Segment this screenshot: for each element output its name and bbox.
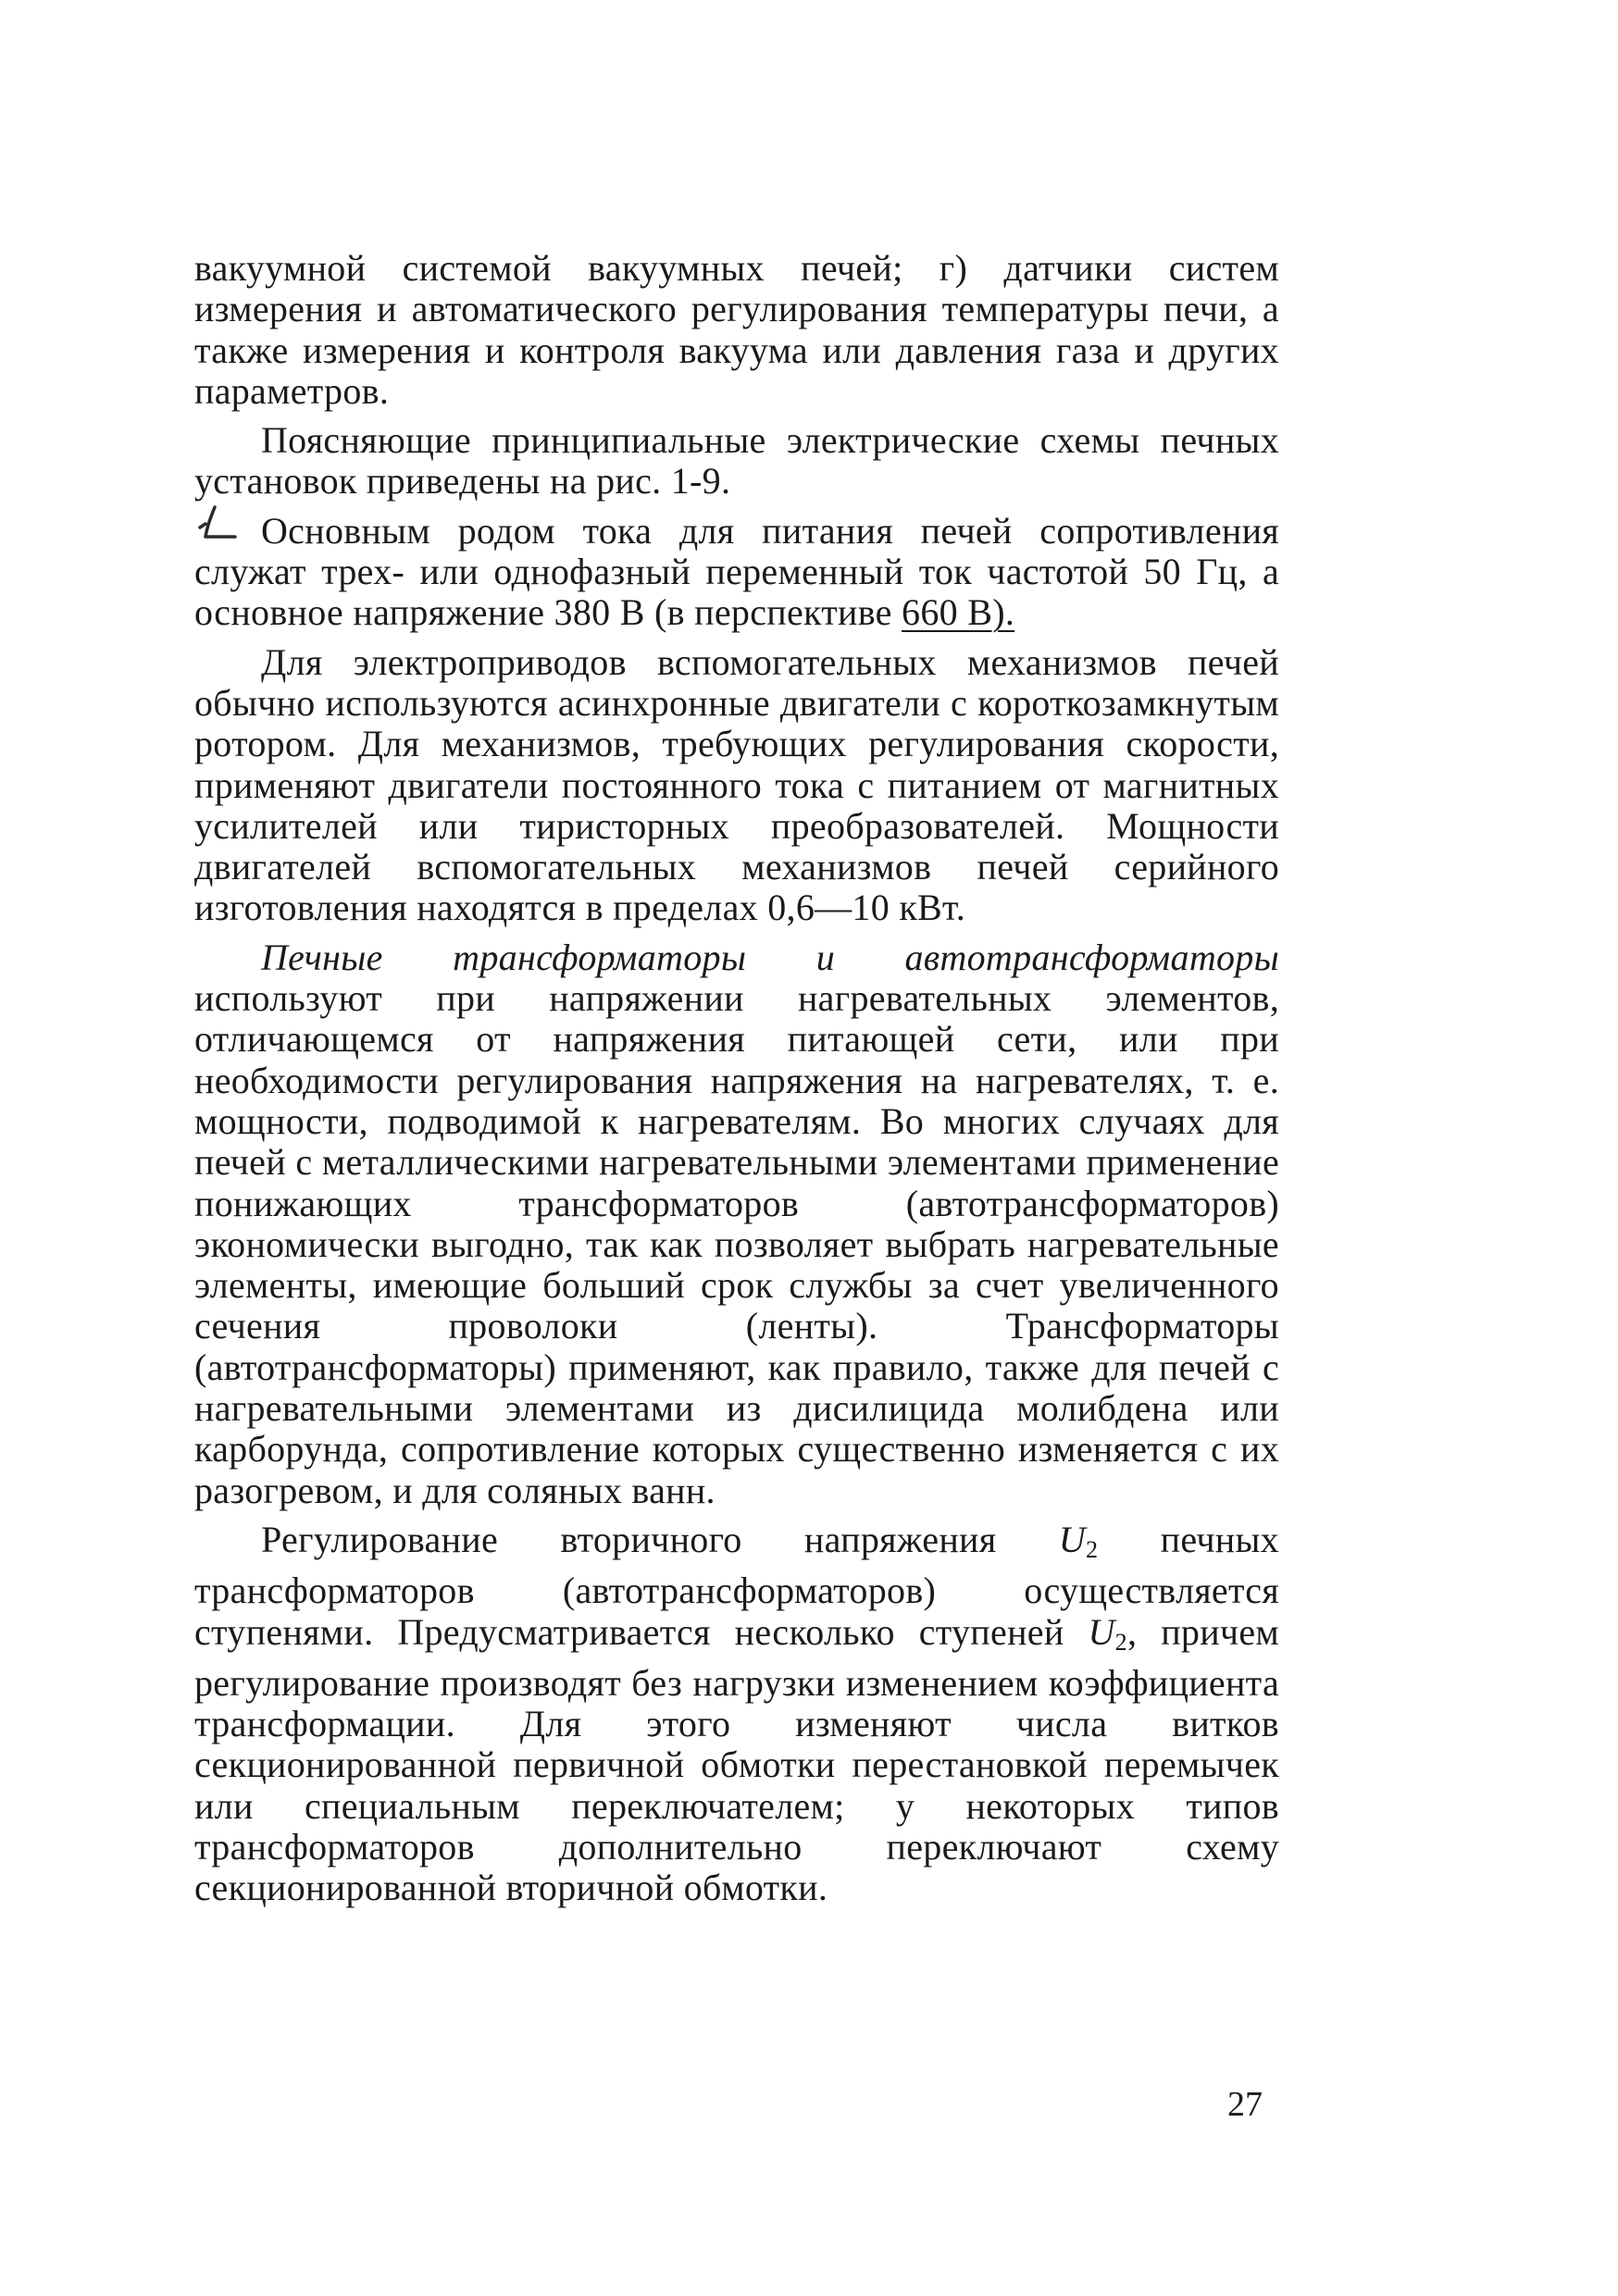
handwritten-margin-mark-icon [194,500,250,546]
paragraph-2 [194,420,1279,503]
text-segment: Печные трансформаторы и автотрансформаторы [261,936,1279,978]
paragraph-4 [194,642,1279,929]
text-segment: вакуумной системой вакуумных печей; г) датчики систем измерения и автоматического регулирования температуры печи, а также измерения и контроля вакуума или давления газа и других параметров. [194,247,1279,412]
body-text [194,248,1279,1917]
text-segment: Регулирование вторичного напряжения [261,1518,1059,1560]
text-segment: Основным родом тока для питания печей сопротивления служат трех- или однофазный переменный ток частотой 50 Гц, а основное напряжение 380 В (в перспективе [194,509,1279,634]
text-segment: 2 [1085,1535,1099,1563]
text-segment: , причем регулирование производят без нагрузки изменением коэффициента трансформации. Для этого изменяют числа витков секционированной первичной обмотки перестановкой перемычек или специальным переключателем; у некоторых типов трансформаторов дополнительно переключают схему секционированной вторичной обмотки. [194,1610,1279,1909]
text-segment: печных трансформаторов (автотрансформаторов) осуществляется ступенями. Предусматривается несколько ступеней [194,1518,1279,1653]
paragraph-6 [194,1520,1279,1909]
text-segment: U [1058,1518,1086,1560]
text-segment: Для электроприводов вспомогательных механизмов печей обычно используются асинхронные двигатели с короткозамкнутым ротором. Для механизмов, требующих регулирования скорости, применяют двигатели постоянного тока с питанием от магнитных усилителей или тиристорных преобразователей. Мощности двигателей вспомогательных механизмов печей серийного изготовления находятся в пределах 0,6—10 кВт. [194,640,1279,929]
paragraph-3 [194,511,1279,634]
page-number: 27 [1227,2085,1263,2124]
text-segment: используют при напряжении нагревательных элементов, отличающемся от напряжения питающей сети, или при необходимости регулирования напряжения на нагревателях, т. е. мощности, подводимой к нагревателям. Во многих случаях для печей с металлическими нагревательными элементами применение понижающих трансформаторов (автотрансформаторов) экономически выгодно, так как позволяет выбрать нагревательные элементы, имеющие больший срок службы за счет увеличенного сечения проволоки (ленты). Трансформаторы (автотрансформаторы) применяют, как правило, также для печей с нагревательными элементами из дисилицида молибдена или карборунда, сопротивление которых существенно изменяется с их разогревом, и для соляных ванн. [194,977,1279,1511]
text-segment: Поясняющие принципиальные электрические схемы печных установок приведены на рис. 1-9. [194,419,1279,503]
paragraph-5 [194,937,1279,1511]
paragraph-1 [194,248,1279,412]
text-segment: 2 [1114,1628,1127,1656]
text-segment: U [1088,1610,1115,1653]
text-segment: 660 В). [902,591,1015,634]
